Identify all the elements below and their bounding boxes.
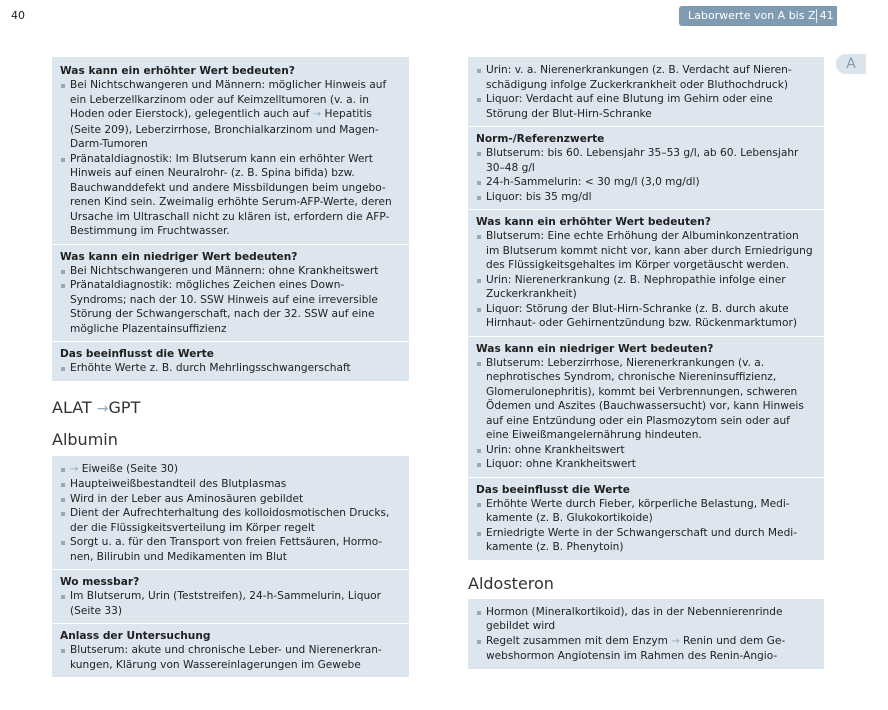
box-heading: Das beeinflusst die Werte: [52, 341, 409, 361]
bullet-list: [60, 361, 400, 376]
list-item: Blutserum: Leberzirrhose, Nierenerkrankungen (v. a. nephrotisches Syndrom, chronische Niereninsuffizienz, Glomerulonephritis), kommt bei Verbrennungen, schweren Ödemen und Aszites (Bauchwassersucht) vor, kann Hinweis auf eine Entzündung oder ein Plasmozytom sein oder auf eine Eiweißmangelernährung hindeuten.: [476, 356, 815, 443]
albumin-info-box: [52, 456, 409, 678]
list-item: Sorgt u. a. für den Transport von freien Fettsäuren, Hormo- nen, Bilirubin und Medikamenten im Blut: [60, 535, 400, 564]
box-heading: Was kann ein niedriger Wert bedeuten?: [52, 244, 409, 264]
list-item: Blutserum: Eine echte Erhöhung der Albuminkonzentration im Blutserum kommt nicht vor, kann aber durch Erniedrigung des Flüssigkeitsgehaltes im Körper vorgetäuscht werden.: [476, 229, 815, 273]
cross-reference-link[interactable]: Eiweiße (Seite 30): [81, 462, 179, 475]
running-head: [679, 6, 837, 26]
list-item: Liquor: bis 35 mg/dl: [476, 190, 815, 205]
arrow-right-icon: →: [312, 109, 322, 120]
list-item: Haupteiweißbestandteil des Blutplasmas: [60, 477, 400, 492]
bullet-list: [476, 146, 815, 204]
list-item: Pränataldiagnostik: mögliches Zeichen eines Down- Syndroms; nach der 10. SSW Hinweis auf eine irreversible Störung der Schwangerschaft, nach der 32. SSW auf eine mögliche Plazentainsuffizienz: [60, 278, 400, 336]
bullet-list: [60, 643, 400, 672]
list-item: Liquor: Verdacht auf eine Blutung im Gehirn oder eine Störung der Blut-Hirn-Schranke: [476, 92, 815, 121]
running-head-divider: [816, 9, 817, 23]
left-column: [52, 57, 409, 677]
bullet-list: [60, 264, 400, 337]
list-item: Urin: v. a. Nierenerkrankungen (z. B. Verdacht auf Nieren- schädigung infolge Zuckerkrankheit oder Bluthochdruck): [476, 63, 815, 92]
afp-info-box: [52, 57, 409, 381]
cross-reference-link[interactable]: Renin und dem Ge-: [683, 634, 786, 647]
bullet-list: [60, 78, 400, 239]
list-item: Liquor: ohne Krankheitswert: [476, 457, 815, 472]
list-item: Erhöhte Werte z. B. durch Mehrlingsschwangerschaft: [60, 361, 400, 376]
entry-title-albumin: Albumin: [52, 429, 118, 449]
bullet-list: [476, 605, 815, 664]
arrow-right-icon: →: [70, 463, 79, 475]
box-heading: Anlass der Untersuchung: [52, 623, 409, 643]
box-heading: Was kann ein niedriger Wert bedeuten?: [468, 336, 824, 356]
right-column: [468, 57, 824, 669]
list-item: Im Blutserum, Urin (Teststreifen), 24-h-Sammelurin, Liquor (Seite 33): [60, 589, 400, 618]
box-heading: Norm-/Referenzwerte: [468, 126, 824, 146]
box-heading: Was kann ein erhöhter Wert bedeuten?: [60, 65, 295, 77]
running-head-title: Laborwerte von A bis Z: [688, 9, 816, 22]
bullet-list: [476, 356, 815, 472]
list-item: Regelt zusammen mit dem Enzym → Renin und dem Ge- webshormon Angiotensin im Rahmen des Renin-Angio-: [476, 634, 815, 664]
bullet-list: [60, 462, 400, 565]
list-item: Urin: Nierenerkrankung (z. B. Nephropathie infolge einer Zuckerkrankheit): [476, 273, 815, 302]
list-item: Erniedrigte Werte in der Schwangerschaft und durch Medi- kamente (z. B. Phenytoin): [476, 526, 815, 555]
list-item: Liquor: Störung der Blut-Hirn-Schranke (z. B. durch akute Hirnhaut- oder Gehirnentzündung bzw. Rückenmarktumor): [476, 302, 815, 331]
list-item: Erhöhte Werte durch Fieber, körperliche Belastung, Medi- kamente (z. B. Glukokortikoide): [476, 497, 815, 526]
page-number-left: 40: [11, 9, 25, 22]
list-item: 24-h-Sammelurin: < 30 mg/l (3,0 mg/dl): [476, 175, 815, 190]
albumin-values-box: [468, 57, 824, 560]
bullet-list: [476, 229, 815, 331]
letter-tab[interactable]: A: [836, 54, 866, 74]
list-item: Bei Nichtschwangeren und Männern: möglicher Hinweis auf ein Leberzellkarzinom oder auf Keimzelltumoren (v. a. in Hoden oder Eierstock), gelegentlich auch auf → Hepatitis (Seite 209), Leberzirrhose, Bronchialkarzinom und Magen- Darm-Tumoren: [60, 78, 400, 152]
list-item: Wird in der Leber aus Aminosäuren gebildet: [60, 492, 400, 507]
list-item: Blutserum: akute und chronische Leber- und Nierenerkran- kungen, Klärung von Wassereinlagerungen im Gewebe: [60, 643, 400, 672]
box-heading: Das beeinflusst die Werte: [468, 477, 824, 497]
list-item: Blutserum: bis 60. Lebensjahr 35–53 g/l, ab 60. Lebensjahr 30–48 g/l: [476, 146, 815, 175]
arrow-right-icon: →: [671, 635, 680, 647]
entry-title-aldosteron: Aldosteron: [468, 573, 554, 593]
cross-reference-link[interactable]: GPT: [108, 397, 141, 417]
entry-title-alat: ALAT →GPT: [52, 397, 141, 417]
aldosteron-info-box: [468, 599, 824, 669]
box-heading: Was kann ein erhöhter Wert bedeuten?: [468, 209, 824, 229]
bullet-list: [476, 497, 815, 555]
list-item: Hormon (Mineralkortikoid), das in der Nebennierenrinde gebildet wird: [476, 605, 815, 634]
list-item: [60, 462, 400, 478]
list-item: Dient der Aufrechterhaltung des kolloidosmotischen Drucks, der die Flüssigkeitsverteilung im Körper regelt: [60, 506, 400, 535]
bullet-list: [476, 63, 815, 121]
arrow-right-icon: →: [96, 400, 109, 417]
list-item: Bei Nichtschwangeren und Männern: ohne Krankheitswert: [60, 264, 400, 279]
page-number-right: 41: [819, 9, 834, 22]
box-heading: Wo messbar?: [52, 569, 409, 589]
cross-reference-link[interactable]: Hepatitis: [324, 108, 372, 120]
list-item: Urin: ohne Krankheitswert: [476, 443, 815, 458]
list-item: Pränataldiagnostik: Im Blutserum kann ein erhöhter Wert Hinweis auf einen Neuralrohr- (z. B. Spina bifida) bzw. Bauchwanddefekt und andere Missbildungen beim ungebo- renen Kind sein. Zweimalig erhöhte Serum-AFP-Werte, deren Ursache im Ultraschall nicht zu klären ist, erfordern die AFP- Bestimmung im Fruchtwasser.: [60, 152, 400, 239]
bullet-list: [60, 589, 400, 618]
